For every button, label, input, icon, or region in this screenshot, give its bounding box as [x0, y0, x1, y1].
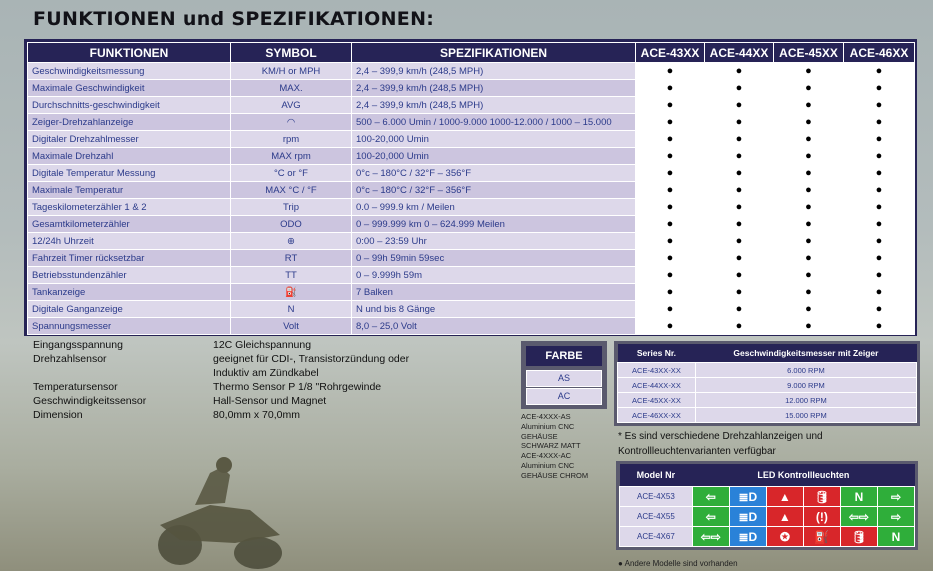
spec-table-header: [28, 43, 915, 63]
col-header: ACE-44XX: [705, 43, 774, 63]
indicator-icon: ✪: [766, 527, 803, 547]
spec-cell: N und bis 8 Gänge: [352, 301, 636, 318]
col-header: FUNKTIONEN: [28, 43, 231, 63]
indicator-icon: ⛽: [803, 527, 840, 547]
spec-label: Temperatursensor: [33, 381, 118, 393]
spec-table: [27, 42, 915, 335]
symbol-cell: ⛽: [231, 284, 352, 301]
housing-description: [521, 412, 588, 481]
availability-dot: ●: [774, 216, 844, 233]
spec-value: Thermo Sensor P 1/8 "Rohrgewinde: [213, 381, 382, 393]
symbol-cell: ◠: [231, 114, 352, 131]
series-cell: 9.000 RPM: [695, 378, 916, 393]
availability-dot: ●: [705, 114, 774, 131]
availability-dot: ●: [636, 131, 705, 148]
color-item: AS: [526, 370, 602, 387]
availability-dot: ●: [844, 216, 915, 233]
feature-cell: Digitaler Drehzahlmesser: [28, 131, 231, 148]
spec-row: [28, 182, 915, 199]
availability-dot: ●: [705, 199, 774, 216]
note: * Es sind verschiedene Drehzahlanzeigen und Kontrollleuchtenvarianten verfügbar: [618, 431, 823, 457]
availability-dot: ●: [774, 80, 844, 97]
availability-dot: ●: [844, 165, 915, 182]
spec-cell: 0 – 9.999h 59m: [352, 267, 636, 284]
spec-row: [28, 97, 915, 114]
series-row: [618, 378, 917, 393]
spec-line: [33, 338, 409, 352]
indicator-icon: ≣D: [729, 507, 766, 527]
availability-dot: ●: [844, 80, 915, 97]
spec-line: [33, 366, 409, 380]
symbol-cell: MAX.: [231, 80, 352, 97]
atv-rider-silhouette: [140, 455, 290, 571]
feature-cell: Gesamtkilometerzähler: [28, 216, 231, 233]
availability-dot: ●: [705, 250, 774, 267]
color-box: [521, 341, 607, 409]
feature-cell: Tankanzeige: [28, 284, 231, 301]
availability-dot: ●: [844, 131, 915, 148]
spec-cell: 2,4 – 399,9 km/h (248,5 MPH): [352, 63, 636, 80]
spec-row: [28, 301, 915, 318]
series-cell: ACE-46XX-XX: [618, 408, 696, 423]
spec-row: [28, 216, 915, 233]
desc-line: Aluminium CNC: [521, 421, 575, 431]
availability-dot: ●: [636, 284, 705, 301]
led-row: [620, 487, 915, 507]
indicator-icon: ⇦: [692, 507, 729, 527]
spec-cell: 500 – 6.000 Umin / 1000-9.000 1000-12.000 / 1000 – 15.000: [352, 114, 636, 131]
spec-line: [33, 380, 409, 394]
col-header: LED Kontrollleuchten: [692, 464, 914, 487]
series-row: [618, 363, 917, 378]
spec-cell: 100-20,000 Umin: [352, 148, 636, 165]
col-header: Model Nr: [620, 464, 693, 487]
availability-dot: ●: [705, 131, 774, 148]
symbol-cell: MAX °C / °F: [231, 182, 352, 199]
series-row: [618, 393, 917, 408]
spec-cell: 0.0 – 999.9 km / Meilen: [352, 199, 636, 216]
feature-cell: Maximale Geschwindigkeit: [28, 80, 231, 97]
spec-cell: 2,4 – 399,9 km/h (248,5 MPH): [352, 97, 636, 114]
feature-cell: Digitale Ganganzeige: [28, 301, 231, 318]
availability-dot: ●: [774, 233, 844, 250]
indicator-icon: ⇨: [877, 507, 914, 527]
availability-dot: ●: [636, 80, 705, 97]
availability-dot: ●: [844, 318, 915, 335]
desc-line: SCHWARZ MATT: [521, 441, 581, 451]
indicator-icon: ⇦⇨: [692, 527, 729, 547]
series-cell: 6.000 RPM: [695, 363, 916, 378]
availability-dot: ●: [844, 182, 915, 199]
availability-dot: ●: [636, 63, 705, 80]
indicator-icon: (!): [803, 507, 840, 527]
indicator-icon: ≣D: [729, 527, 766, 547]
availability-dot: ●: [636, 182, 705, 199]
feature-cell: Tageskilometerzähler 1 & 2: [28, 199, 231, 216]
spec-cell: 0°c – 180°C / 32°F – 356°F: [352, 165, 636, 182]
spec-cell: 8,0 – 25,0 Volt: [352, 318, 636, 335]
col-header: ACE-46XX: [844, 43, 915, 63]
availability-dot: ●: [774, 301, 844, 318]
spec-value: Hall-Sensor und Magnet: [213, 395, 327, 407]
availability-dot: ●: [636, 165, 705, 182]
feature-cell: Spannungsmesser: [28, 318, 231, 335]
series-cell: 15.000 RPM: [695, 408, 916, 423]
availability-dot: ●: [774, 267, 844, 284]
feature-cell: 12/24h Uhrzeit: [28, 233, 231, 250]
feature-cell: Maximale Temperatur: [28, 182, 231, 199]
series-row: [618, 408, 917, 423]
led-row: [620, 527, 915, 547]
indicator-icon: N: [877, 527, 914, 547]
series-table: [614, 341, 920, 426]
availability-dot: ●: [705, 267, 774, 284]
availability-dot: ●: [844, 148, 915, 165]
availability-dot: ●: [774, 318, 844, 335]
availability-dot: ●: [844, 301, 915, 318]
feature-cell: Digitale Temperatur Messung: [28, 165, 231, 182]
feature-cell: Zeiger-Drehzahlanzeige: [28, 114, 231, 131]
series-cell: 12.000 RPM: [695, 393, 916, 408]
availability-dot: ●: [705, 182, 774, 199]
availability-dot: ●: [636, 267, 705, 284]
spec-cell: 0 – 999.999 km 0 – 624.999 Meilen: [352, 216, 636, 233]
model-cell: ACE-4X55: [620, 507, 693, 527]
spec-cell: 2,4 – 399,9 km/h (248,5 MPH): [352, 80, 636, 97]
availability-dot: ●: [636, 114, 705, 131]
color-item: AC: [526, 388, 602, 405]
indicator-icon: 🛢: [803, 487, 840, 507]
availability-dot: ●: [705, 165, 774, 182]
availability-dot: ●: [636, 318, 705, 335]
spec-row: [28, 165, 915, 182]
feature-cell: Fahrzeit Timer rücksetzbar: [28, 250, 231, 267]
feature-cell: Geschwindigkeitsmessung: [28, 63, 231, 80]
spec-value: 80,0mm x 70,0mm: [213, 409, 300, 421]
symbol-cell: ODO: [231, 216, 352, 233]
series-cell: ACE-44XX-XX: [618, 378, 696, 393]
symbol-cell: TT: [231, 267, 352, 284]
col-header: Geschwindigkeitsmesser mit Zeiger: [695, 344, 916, 363]
availability-dot: ●: [774, 182, 844, 199]
availability-dot: ●: [844, 250, 915, 267]
availability-dot: ●: [774, 284, 844, 301]
spec-value: geeignet für CDI-, Transistorzündung oder: [213, 353, 410, 365]
feature-cell: Betriebsstundenzähler: [28, 267, 231, 284]
spec-label: Drehzahlsensor: [33, 353, 107, 365]
availability-dot: ●: [844, 63, 915, 80]
availability-dot: ●: [636, 199, 705, 216]
spec-line: [33, 394, 409, 408]
availability-dot: ●: [844, 233, 915, 250]
desc-line: ACE-4XXX-AS: [521, 412, 571, 421]
spec-cell: 0:00 – 23:59 Uhr: [352, 233, 636, 250]
spec-row: [28, 267, 915, 284]
availability-dot: ●: [774, 114, 844, 131]
col-header: ACE-43XX: [636, 43, 705, 63]
spec-row: [28, 318, 915, 335]
availability-dot: ●: [774, 97, 844, 114]
availability-dot: ●: [844, 267, 915, 284]
general-specs: [33, 338, 409, 422]
availability-dot: ●: [705, 80, 774, 97]
availability-dot: ●: [705, 301, 774, 318]
spec-value: 12C Gleichspannung: [213, 339, 312, 351]
indicator-icon: ⇦: [692, 487, 729, 507]
spec-cell: 0°c – 180°C / 32°F – 356°F: [352, 182, 636, 199]
led-row: [620, 507, 915, 527]
availability-dot: ●: [774, 165, 844, 182]
desc-line: GEHÄUSE: [521, 431, 558, 441]
symbol-cell: RT: [231, 250, 352, 267]
symbol-cell: KM/H or MPH: [231, 63, 352, 80]
symbol-cell: Trip: [231, 199, 352, 216]
availability-dot: ●: [844, 199, 915, 216]
spec-label: [33, 366, 213, 380]
spec-line: [33, 352, 409, 366]
spec-row: [28, 63, 915, 80]
availability-dot: ●: [636, 148, 705, 165]
page-title: FUNKTIONEN und SPEZIFIKATIONEN:: [33, 8, 435, 30]
availability-dot: ●: [705, 148, 774, 165]
desc-line: Aluminium CNC: [521, 460, 575, 470]
symbol-cell: AVG: [231, 97, 352, 114]
indicator-icon: ⇨: [877, 487, 914, 507]
availability-dot: ●: [774, 199, 844, 216]
availability-dot: ●: [705, 284, 774, 301]
indicator-icon: ⇦⇨: [840, 507, 877, 527]
symbol-cell: °C or °F: [231, 165, 352, 182]
spec-row: [28, 199, 915, 216]
spec-row: [28, 250, 915, 267]
col-header: Series Nr.: [618, 344, 696, 363]
desc-line: GEHÄUSE CHROM: [521, 470, 589, 480]
spec-row: [28, 284, 915, 301]
availability-dot: ●: [774, 148, 844, 165]
feature-cell: Durchschnitts-geschwindigkeit: [28, 97, 231, 114]
availability-dot: ●: [844, 114, 915, 131]
model-cell: ACE-4X67: [620, 527, 693, 547]
spec-row: [28, 131, 915, 148]
indicator-icon: ▲: [766, 487, 803, 507]
footnote: ● Andere Modelle sind vorhanden: [618, 559, 738, 568]
availability-dot: ●: [705, 318, 774, 335]
desc-line: ACE-4XXX-AC: [521, 451, 572, 461]
symbol-cell: N: [231, 301, 352, 318]
spec-label: Dimension: [33, 409, 83, 421]
indicator-icon: 🛢: [840, 527, 877, 547]
col-header: SPEZIFIKATIONEN: [352, 43, 636, 63]
col-header: ACE-45XX: [774, 43, 844, 63]
symbol-cell: MAX rpm: [231, 148, 352, 165]
spec-cell: 0 – 99h 59min 59sec: [352, 250, 636, 267]
availability-dot: ●: [636, 216, 705, 233]
spec-label: Eingangsspannung: [33, 339, 123, 351]
availability-dot: ●: [636, 250, 705, 267]
feature-cell: Maximale Drehzahl: [28, 148, 231, 165]
spec-row: [28, 233, 915, 250]
availability-dot: ●: [844, 97, 915, 114]
availability-dot: ●: [705, 216, 774, 233]
col-header: SYMBOL: [231, 43, 352, 63]
series-cell: ACE-43XX-XX: [618, 363, 696, 378]
availability-dot: ●: [705, 97, 774, 114]
availability-dot: ●: [774, 63, 844, 80]
availability-dot: ●: [636, 233, 705, 250]
model-cell: ACE-4X53: [620, 487, 693, 507]
availability-dot: ●: [636, 97, 705, 114]
series-cell: ACE-45XX-XX: [618, 393, 696, 408]
availability-dot: ●: [705, 63, 774, 80]
symbol-cell: rpm: [231, 131, 352, 148]
spec-value: Induktiv am Zündkabel: [213, 367, 319, 379]
indicator-icon: ≣D: [729, 487, 766, 507]
spec-cell: 100-20,000 Umin: [352, 131, 636, 148]
symbol-cell: ⊕: [231, 233, 352, 250]
indicator-icon: N: [840, 487, 877, 507]
availability-dot: ●: [636, 301, 705, 318]
availability-dot: ●: [705, 233, 774, 250]
availability-dot: ●: [844, 284, 915, 301]
spec-row: [28, 80, 915, 97]
color-header: FARBE: [526, 346, 602, 366]
led-table: [616, 461, 918, 550]
symbol-cell: Volt: [231, 318, 352, 335]
availability-dot: ●: [774, 250, 844, 267]
spec-label: Geschwindigkeitssensor: [33, 395, 147, 407]
indicator-icon: ▲: [766, 507, 803, 527]
spec-line: [33, 408, 409, 422]
spec-row: [28, 114, 915, 131]
spec-cell: 7 Balken: [352, 284, 636, 301]
availability-dot: ●: [774, 131, 844, 148]
spec-row: [28, 148, 915, 165]
